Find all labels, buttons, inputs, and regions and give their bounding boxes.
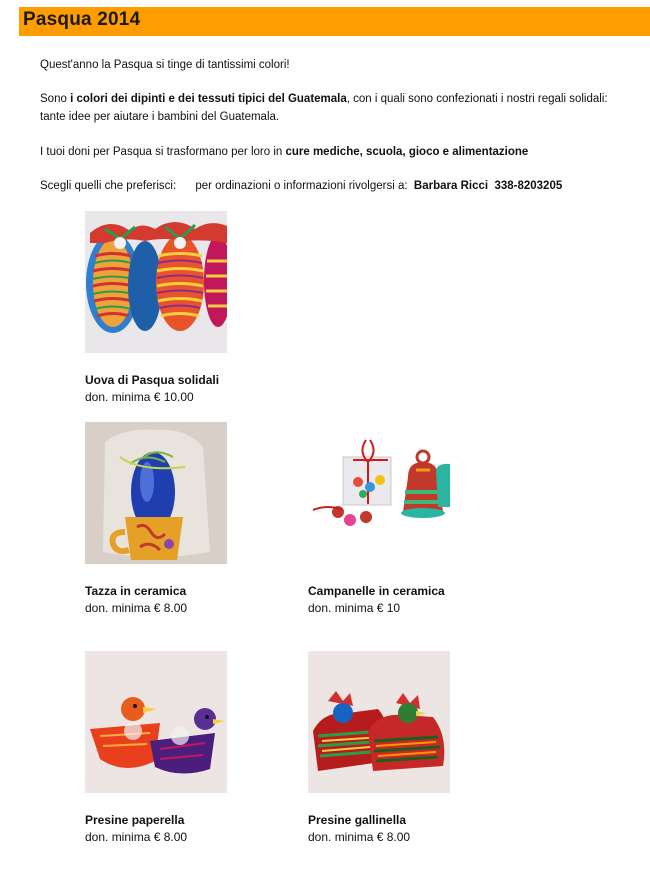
product-image-mug: [85, 422, 227, 564]
page-header: [19, 7, 650, 36]
product-image-bells: [308, 422, 450, 564]
product-card: [85, 211, 255, 406]
contact-info: Barbara Ricci 338-8203205: [413, 180, 563, 192]
product-image-ducks: [85, 651, 227, 793]
product-name: Presine gallinella: [308, 813, 407, 827]
intro-line-3: I tuoi doni per Pasqua si trasformano per loro in cure mediche, scuola, gioco e alimentazione: [40, 146, 529, 158]
product-price: don. minima € 8.00: [85, 830, 188, 844]
intro-line-3-highlight: cure mediche, scuola, gioco e alimentazione: [285, 146, 529, 158]
product-name: Uova di Pasqua solidali: [85, 373, 220, 387]
page-title: Pasqua 2014: [23, 9, 141, 30]
product-price: don. minima € 8.00: [85, 601, 188, 615]
product-image-eggs: [85, 211, 227, 353]
product-image-hens: [308, 651, 450, 793]
product-name: Tazza in ceramica: [85, 584, 187, 598]
product-name: Campanelle in ceramica: [308, 584, 445, 598]
intro-line-2-highlight: i colori dei dipinti e dei tessuti tipici del Guatemala: [70, 93, 347, 105]
product-card: [308, 651, 478, 846]
intro-line-2: Sono i colori dei dipinti e dei tessuti tipici del Guatemala, con i quali sono confezionati i nostri regali solidali: tante idee per aiutare i bambini del Guatemala.: [40, 93, 608, 123]
product-card: [85, 422, 255, 617]
product-card: [85, 651, 255, 846]
product-price: don. minima € 8.00: [308, 830, 411, 844]
intro-line-1: Quest'anno la Pasqua si tinge di tantissimi colori!: [40, 59, 290, 71]
product-card: [308, 422, 478, 617]
product-name: Presine paperella: [85, 813, 185, 827]
intro-line-4: Scegli quelli che preferisci: per ordinazioni o informazioni rivolgersi a: Barbara Ricci 338-8203205: [40, 180, 563, 192]
product-price: don. minima € 10: [308, 601, 401, 615]
product-price: don. minima € 10.00: [85, 390, 194, 404]
